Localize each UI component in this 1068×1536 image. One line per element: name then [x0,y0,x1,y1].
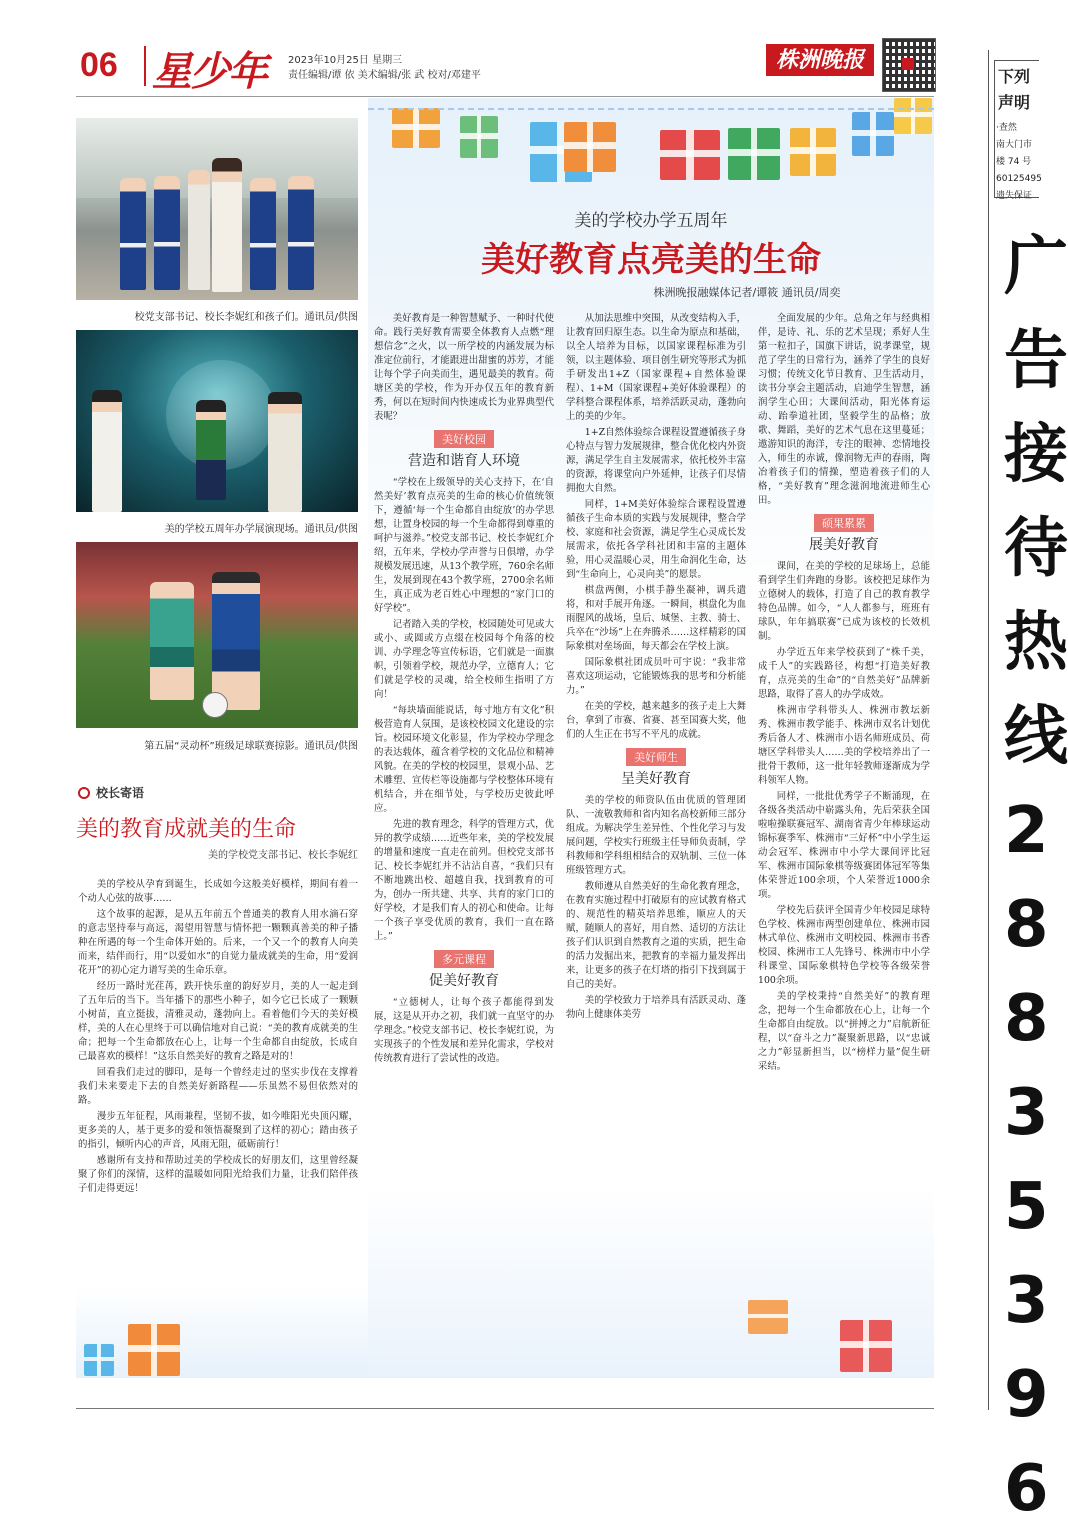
photo-figure [120,178,146,290]
gift-icon [728,128,780,180]
ad-char: 2 [1004,794,1049,868]
notice-text [996,120,1042,205]
ad-char: 8 [1004,982,1049,1056]
section-heading: 营造和谐育人环境 [408,453,520,469]
paragraph: 美好教育是一种智慧赋予、一种时代使命。践行美好教育需要全体教育人点燃“理想信念”之火，以一所学校的内涵发展为标准定位前行，才能跟进出甜蜜的苏芳，才能让每个学子向美而生，遇见最美的教育。荷塘区美的学校，作为开办仅五年的教育新秀，何以在短时间内快速成长为业界典型代表呢？ [374,313,554,422]
article-column-1 [374,312,554,1068]
ad-char: 接 [1004,418,1068,492]
bottom-decoration-left [76,1286,368,1378]
section-tag: 美好校园 [434,430,494,448]
paragraph: 同样，一批批优秀学子不断涌现，在各级各类活动中崭露头角，先后荣获全国啦啦操联赛冠军、湖南省青少年棒球运动锦标赛季军、株洲市“三好杯”中小学生运动会冠军、株洲市中小学大课间评比冠军、株洲市国际象棋等级赛团体冠军等集体荣誉近100余项，个人荣誉近1000余项。 [758,791,930,900]
paragraph: 记者踏入美的学校，校园随处可见或大或小、或圆或方点缀在校园每个角落的校训、办学理念等宣传标语，它们就是一面旗帜，引领着学校，规范办学，立德育人；它们就是学校的灵魂，给全校师生指明了方向！ [374,619,554,700]
header-rule [76,96,934,97]
ad-char: 待 [1004,512,1068,586]
newspaper-logo: 株洲晚报 [766,44,874,76]
cake-icon [748,1300,788,1334]
paragraph: 美的学校的师资队伍由优质的管理团队、一流敬教师和省内知名高校新师三部分组成。为解决学生差异性、个性化学习与发展问题，学校实行班级主任导师负责制，学科教师和学科组相结合的双轨制、三位一体班级管理方式。 [566,795,746,876]
ad-char: 告 [1004,324,1068,398]
paragraph: 学校先后获评全国青少年校园足球特色学校、株洲市两型创建单位、株洲市园林式单位、株洲市文明校园、株洲市书香校园、株洲市工人先锋号、株洲市中小学科课堂、国际象棋特色学校等各级荣誉100余项。 [758,905,930,986]
photo-figure [288,176,314,290]
gift-icon [790,128,836,176]
gift-icon [660,130,720,180]
photo-football-match [76,542,358,728]
paragraph: 美的学校秉持“自然美好”的教育理念，把每一个生命都放在心上，让每一个生命都自由绽放。以“拼搏之力”启航新征程，以“奋斗之力”凝聚新思路，以“忠诚之力”彰显新担当，以“榜样力量”促生研采结。 [758,991,930,1072]
ad-char: 3 [1004,1076,1049,1150]
paragraph: 感谢所有支持和帮助过美的学校成长的好朋友们，这里曾经凝聚了你们的深情，这样的温暖如同阳光给我们力量，让我们陪伴孩子们走得更远！ [78,1155,358,1194]
section-heading: 促美好教育 [429,973,499,989]
paragraph: 课间，在美的学校的足球场上，总能看到学生们奔跑的身影。该校把足球作为立德树人的载体，打造了自己的教育教学特色品牌。如今，“人人都参与，班班有球队，年年搞联赛”已成为该校的长效机制。 [758,561,930,642]
ad-char: 6 [1004,1452,1049,1526]
ad-hotline-banner [1004,220,1068,1536]
paragraph: “立德树人，让每个孩子都能得到发展，这是从开办之初，我们就一直坚守的办学理念。”校党支部书记、校长李妮红说，为实现孩子的个性发展和差异化需求，学校对传统教育进行了尝试性的改造。 [374,997,554,1064]
ad-char: 3 [1004,1264,1049,1338]
gift-icon [392,108,440,148]
paragraph: 美的学校致力于培养具有活跃灵动、蓬勃向上健康体美劳 [566,995,746,1020]
article-column-3 [758,312,930,1076]
photo-stage-performance [76,330,358,512]
section-tag: 美好师生 [626,748,686,766]
paragraph: 同样，1+M美好体验综合课程设置遵循孩子生命本质的实践与发展规律，整合学校、家庭和社会资源，满足学生心灵成长发展需求，依托各学科社团和丰富的主题体验，用心灵温暖心灵，用生命润化生命，达到“生命向上，心灵向美”的愿景。 [566,499,746,580]
notice-line: ·查然 [996,123,1017,133]
paragraph: “学校在上级领导的关心支持下，在‘自然美好’教育点亮美的生命的核心价值统领下，遵循‘每一个生命都自由绽放’的办学思想，让置身校园的每一个生命都得到尊重的呵护与滋养。”校党支部书记、校长李妮红介绍，五年来，学校办学声誉与日俱增，办学规模发展迅速，从13个教学班，760余名师生，发展到现在43个教学班，2700余名师生，真正成为老百姓心中理想的“家门口的好学校”。 [374,477,554,614]
photo-figure [154,176,180,290]
gift-icon [564,122,616,172]
photo-figure [212,158,242,292]
notice-heading: 下列 [998,67,1031,86]
article-subtitle: 美的学校办学五周年 [574,211,728,231]
tag-dot-icon [78,787,90,799]
page-number: 06 [80,46,118,84]
ad-char: 线 [1004,700,1068,774]
photo-caption: 第五届“灵动杯”班级足球联赛掠影。通讯员/供图 [144,741,358,752]
article-byline: 株洲晚报融媒体记者/谭筱 通讯员/周奕 [653,286,841,299]
gift-icon [84,1344,114,1376]
photo-figure [212,572,260,710]
paragraph: 棋盘两侧，小棋手静坐凝神，调兵遣将，和对手展开角逐。一瞬间，棋盘化为血雨腥风的战场，皇后、城堡、主教、骑士、兵卒在“沙场”上在奔腾杀……这样精彩的国际象棋对垒场面，每天都会在学校上演。 [566,585,746,652]
photo-figure [92,390,122,512]
ad-char: 热 [1004,606,1068,680]
ad-char: 5 [1004,1170,1049,1244]
notice-line: 楼 74 号 [996,157,1032,167]
page-gutter-line [988,50,989,1410]
photo-caption: 美的学校五周年办学展演现场。通讯员/供图 [164,524,358,535]
photo-figure [188,170,210,290]
principal-article-author: 美的学校党支部书记、校长李妮红 [208,850,358,861]
article-column-2 [566,312,746,1024]
paragraph: 经历一路时光荏苒，跌开快乐童的韵好岁月，美的人一起走到了五年后的当下。当年播下的那些小种子，如今它已长成了一颗颗小树苗，直立挺拔，清雅灵动，蓬勃向上。看着他们今天的美好模样，美的人在心里终于可以确信地对自己说：“美的教育成就美的生命；把每一个生命都放在心上，让每一个生命都自由绽放，长成自己最喜欢的模样！”这乐自然美好的教育之路是对的！ [78,981,358,1062]
paragraph: 在美的学校，越来越多的孩子走上大舞台，拿到了市赛、省赛、甚至国赛大奖，他们的人生正在书写不平凡的成就。 [566,701,746,740]
photo-figure [196,400,226,500]
photo-figure [250,178,276,290]
paragraph: 这个故事的起源，是从五年前五个普通美的教育人用水滴石穿的意志坚持奉与高远，渴望用智慧与情怀把一颗颗真善美的种子播种在所遇的每一个生命体开始的。后来，一个又一个的教育人向美而来，结伴而行，用“以爱如水”的自觉力量成就美的生命，用“爱润花开”的初心定力谱写美的生命乐章。 [78,909,358,976]
gift-icon [840,1320,892,1372]
photo-figure [150,582,194,700]
notice-heading: 声明 [998,93,1031,112]
paragraph: 回看我们走过的脚印，是每一个曾经走过的坚实步伐在支撑着我们未来要走下去的自然美好新路程——乐虽然不易但依然对的路。 [78,1067,358,1106]
paragraph: 1+Z自然体验综合课程设置遵循孩子身心特点与智力发展规律，整合优化校内外资源，满足学生自主发展需求，依托校外丰富的资源，将课堂向户外延伸，让孩子们尽情拥抱大自然。 [566,427,746,494]
qr-center-logo [902,58,914,70]
photo-principal-with-students [76,118,358,300]
section-name: 星少年 [152,50,266,94]
article-title: 美好教育点亮美的生命 [481,240,821,280]
page-header [76,36,936,96]
ad-char: 广 [1004,230,1068,304]
paragraph: 先进的教育理念，科学的管理方式，优异的教学成绩……近些年来，美的学校发展的增量和速度一直走在前列。但校党支部书记、校长李妮红并不沾沾自喜，“我们只有不断地跳出校、超越自我，找到教育的可为，创办一所共建、共享、共育的家门口的好学校，才是我们育人的初心和使命。让每一个孩子享受优质的教育，我们一直在路上。” [374,819,554,942]
paragraph: 漫步五年征程，风雨兼程，坚韧不拔，如今唯阳光央顶闪耀，更多美的人，基于更多的爱和领悟凝聚到了这样的初心；踏由孩子的指引，倾听内心的声音，风雨无阻，砥砺前行！ [78,1111,358,1150]
gift-icon [460,116,498,158]
ad-char: 8 [1004,888,1049,962]
principal-article-body [78,878,358,1198]
section-heading: 呈美好教育 [621,771,691,787]
paragraph: 国际象棋社团成员叶可宇说：“我非常喜欢这项运动，它能锻炼我的思考和分析能力。” [566,657,746,696]
paragraph: 办学近五年来学校获到了“株千美，成千人”的实践路径，构想“打造美好教育，点亮美的生命”的“自然美好”品牌新思路，取得了喜人的办学成效。 [758,647,930,700]
header-divider [144,46,146,86]
section-heading: 展美好教育 [809,537,879,553]
gift-icon [128,1324,180,1376]
photo-figure [268,392,302,512]
paragraph: 美的学校从孕育到诞生，长成如今这般美好模样，期间有着一个动人心弦的故事…… [78,879,358,904]
gift-icon [852,112,894,156]
principal-article-title: 美的教育成就美的生命 [76,817,297,842]
paragraph: “每块墙面能说话，每寸地方有文化”积极营造育人氛围，是该校校园文化建设的宗旨。校园环境文化彰显，作为学校办学理念的表达载体，蕴含着学校的文化品位和精神风貌。在美的学校的校园里，景观小品、艺术雕塑、宣传栏等设施都与学校整体环境有机结合，并在细节处，与学校历史彼此呼应。 [374,705,554,814]
paragraph: 教师遵从自然美好的生命化教育理念，在教育实施过程中打破原有的应试教育格式的、规范性的精英培养思维，顺应人的天赋，随顺人的喜好，用自然、适切的方法让孩子们认识到自然教育之道的实质，把生命的活力发掘出来，把教育的幸福力量发挥出来，让更多的孩子在灯塔的指引下找到属于自己的美好。 [566,881,746,990]
photo-caption: 校党支部书记、校长李妮红和孩子们。通讯员/供图 [134,312,358,323]
paragraph: 全面发展的少年。总角之年与经典相伴，是诗、礼、乐的艺术呈现；系好人生第一粒扣子，国旗下讲话，说孝课堂，规范了学生的日常行为，涵养了学生的良好习惯；传统文化节日教育、卫生活动月，读书分享会主题活动，启迪学生智慧，涵润学生心田；大课间活动，阳光体育运动、跆拳道社团，坚毅学生的品格；放歌、舞蹈，美好的艺术气息在这里蔓延；遨游知识的海洋，专注的眼神、恋情地投入，师生的赤诚，像润物无声的春雨，陶冶着孩子们的情操，塑造着孩子们的人格，“美好教育”理念滋润地流进师生心田。 [758,313,930,506]
hanging-string [368,98,934,110]
section-tag: 多元课程 [434,950,494,968]
paragraph: 株洲市学科带头人、株洲市教坛新秀、株洲市教学能手、株洲市双名计划优秀后备人才、株洲市小语名师班成员、荷塘区学科带头人……美的学校培养出了一批骨干教师，这一批年轻教师逐渐成为学科领军人物。 [758,705,930,786]
issue-date: 2023年10月25日 星期三 [288,55,403,66]
paragraph: 从加法思维中突围，从改变结构入手，让教育回归原生态。以生命为原点和基础，以全人培养为目标，以国家课程标准为引领，以主题体验、项目创生研究等形式为抓手研发出1+Z（国家课程+自然体验课程）、1+M（国家课程+美好体验课程）的学科整合课程体系，培养活跃灵动，蓬勃向上的美的少年。 [566,313,746,422]
section-tag: 硕果累累 [814,514,874,532]
principal-section-tag: 校长寄语 [96,786,145,800]
notice-line: 南大门市 [996,140,1033,150]
ad-char: 9 [1004,1358,1049,1432]
editors-line: 责任编辑/谭 依 美术编辑/张 武 校对/邓建平 [288,70,481,81]
football-icon [202,692,228,718]
notice-line: 遗失保证 [996,191,1033,201]
footer-rule [76,1408,934,1409]
notice-line: 60125495 [996,174,1042,184]
